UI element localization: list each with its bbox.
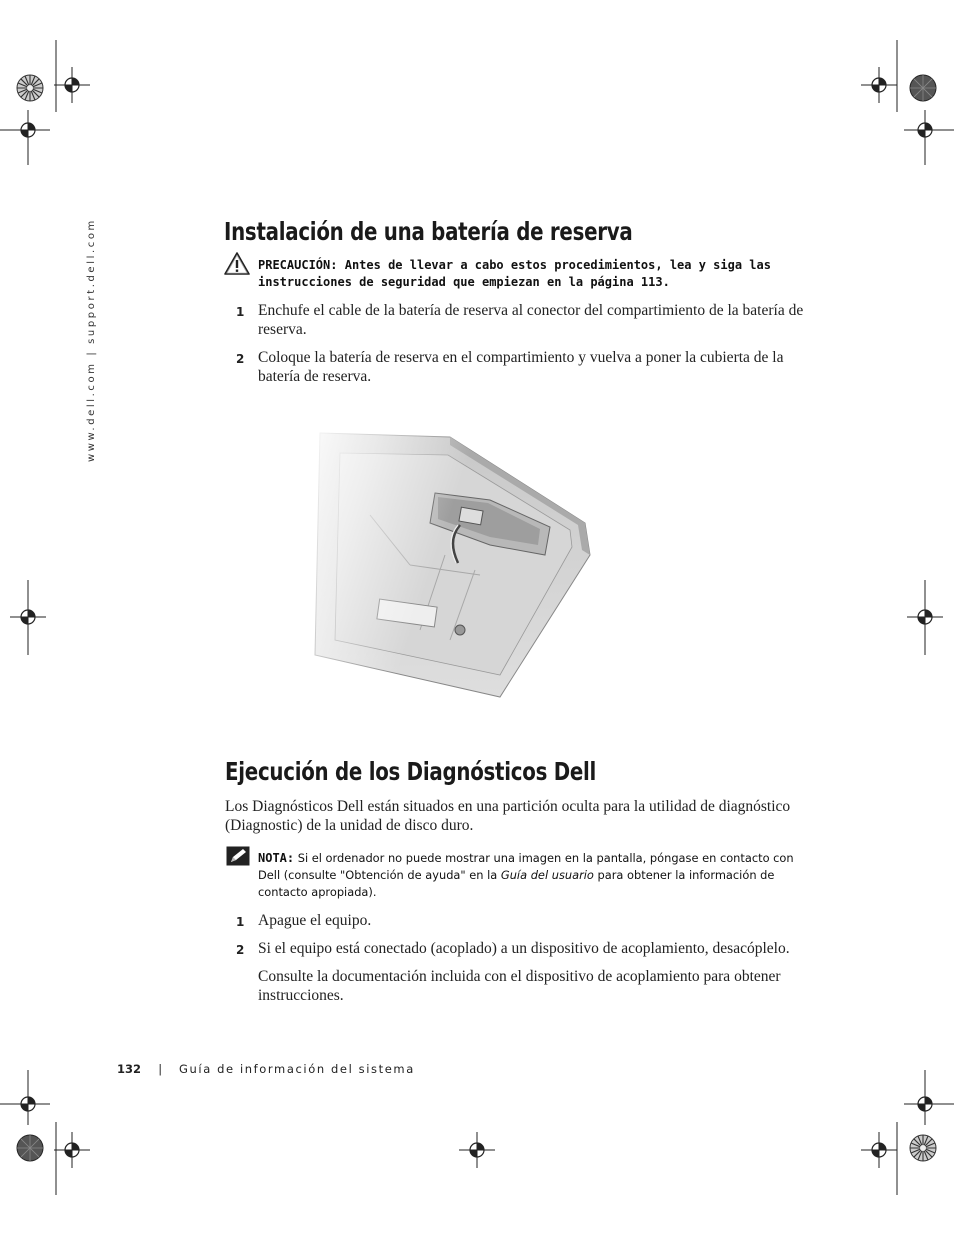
step-text: Enchufe el cable de la batería de reserva al conector del compartimiento de la batería de reserva. [258,302,804,338]
footer-separator: | [158,1062,164,1076]
caution-label: PRECAUCIÓN: [258,258,338,272]
list-item [236,301,816,339]
followup-paragraph [236,967,816,1005]
warning-triangle-icon [224,252,250,276]
note-label: NOTA: [258,851,295,865]
list-item [236,939,816,958]
book-title: Guía de información del sistema [179,1062,415,1076]
step-number: 1 [236,305,245,319]
pencil-note-icon [226,846,250,866]
section-title-backup-battery: Instalación de una batería de reserva [224,217,633,246]
step-number: 1 [236,915,245,929]
step-text: Apague el equipo. [258,912,372,929]
caution-text: Antes de llevar a cabo estos procedimientos, lea y siga las instrucciones de seguridad que empiezan en la página 113. [258,258,771,289]
note-notice [258,850,818,901]
diagnostics-intro: Los Diagnósticos Dell están situados en una partición oculta para la utilidad de diagnóstico (Diagnostic) de la unidad de disco duro. [225,798,791,834]
step-text: Coloque la batería de reserva en el compartimiento y vuelva a poner la cubierta de la batería de reserva. [258,349,784,385]
sidebar-url-text: www.dell.com | support.dell.com [86,218,97,462]
note-text-1: Si el ordenador no puede mostrar una imagen en la pantalla, póngase en contacto con Dell (consulte "Obtención de ayuda" en la [258,851,794,882]
note-text-2: para obtener la información de contacto apropiada). [258,868,775,899]
note-italic-reference: Guía del usuario [500,868,594,882]
step-number: 2 [236,943,245,957]
step-text: Si el equipo está conectado (acoplado) a un dispositivo de acoplamiento, desacóplelo. [258,940,790,957]
page-footer [117,1062,415,1076]
backup-battery-illustration [300,425,600,700]
caution-notice [258,257,818,291]
list-item [236,348,816,386]
followup-text: Consulte la documentación incluida con el dispositivo de acoplamiento para obtener instrucciones. [258,968,781,1004]
page-number: 132 [117,1062,142,1076]
step-number: 2 [236,352,245,366]
section-title-dell-diagnostics: Ejecución de los Diagnósticos Dell [225,757,597,786]
list-item [236,911,816,930]
sidebar-url [84,218,104,462]
